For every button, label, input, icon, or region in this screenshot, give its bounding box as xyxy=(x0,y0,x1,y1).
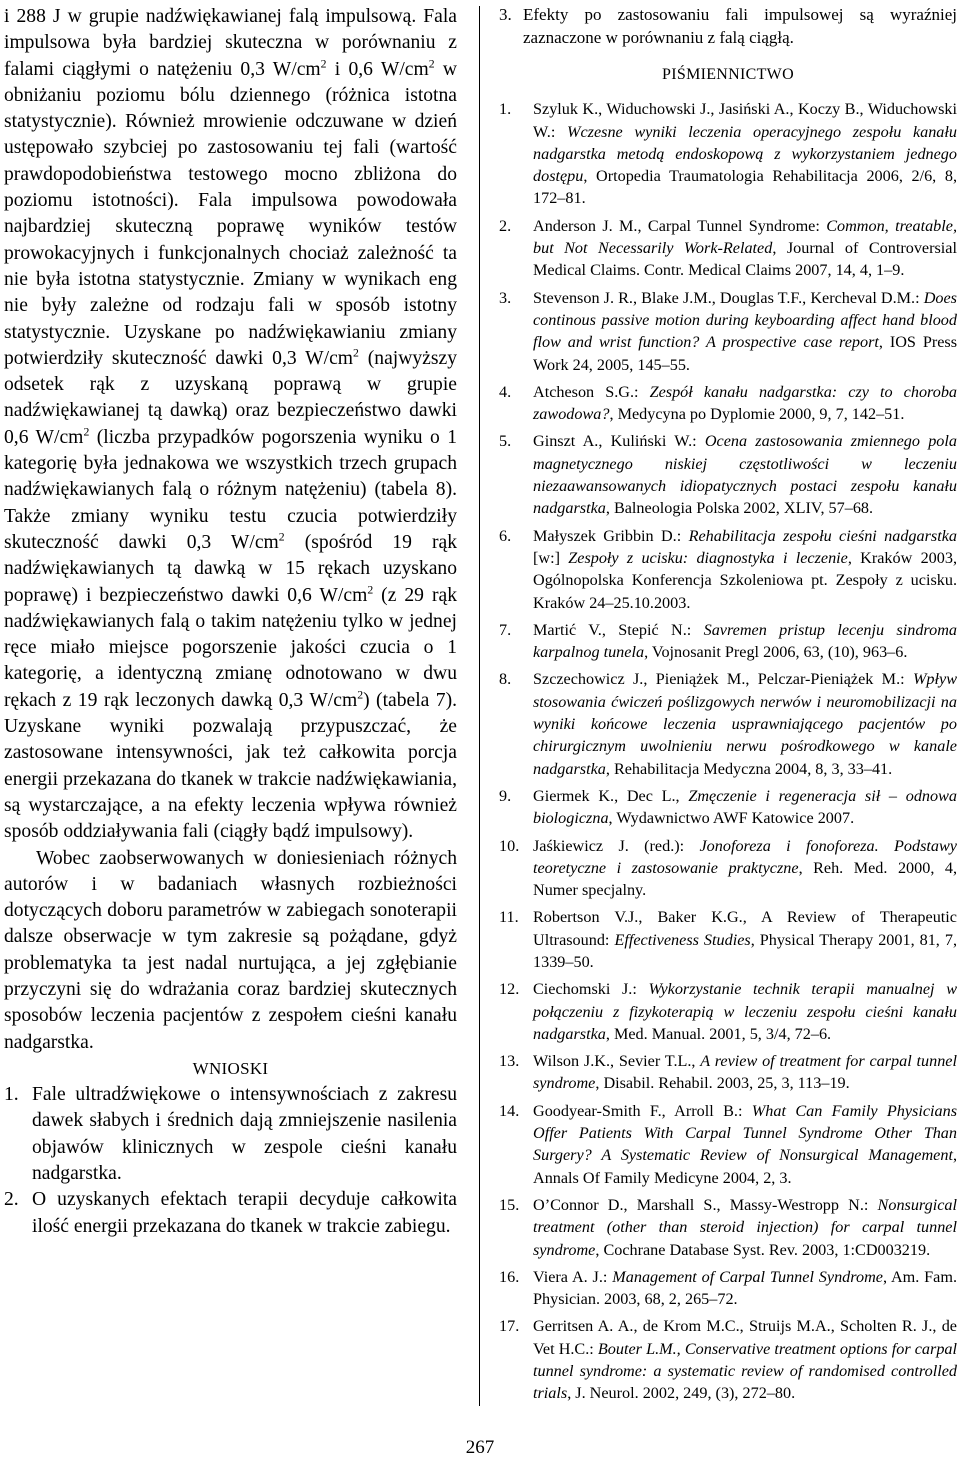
reference-source: , J. Neurol. 2002, 249, (3), 272–80. xyxy=(567,1384,796,1403)
reference-source: , Balneologia Polska 2002, XLIV, 57–68. xyxy=(605,499,874,518)
reference-number: 11. xyxy=(499,908,519,927)
reference-source: , Journal of Controversial Medical Claims. Contr. Medical Claims 2007, 14, 4, 1–9. xyxy=(533,239,957,280)
reference-source2: , Kraków 2003, Ogólnopolska Konferencja Szkoleniowa pt. Zespoły z ucisku. Kraków 24–25.10.2003. xyxy=(533,548,957,612)
reference-title: Does continous passive motion during keyboarding affect hand blood flow and wrist function? A prospective case report xyxy=(533,288,957,352)
conclusion-number: 1. xyxy=(4,1084,19,1106)
reference-source: , Medycyna po Dyplomie 2000, 9, 7, 142–51. xyxy=(609,405,905,424)
conclusion-number: 3. xyxy=(499,5,512,24)
reference-authors: Ginszt A., Kuliński W.: xyxy=(533,432,705,451)
reference-text xyxy=(533,215,957,282)
reference-authors: Wilson J.K., Sevier T.L., xyxy=(533,1052,701,1071)
reference-item xyxy=(499,978,957,1045)
reference-item xyxy=(499,1100,957,1189)
reference-number: 5. xyxy=(499,432,512,451)
reference-item xyxy=(499,1050,957,1095)
reference-item xyxy=(499,785,957,830)
reference-text xyxy=(533,381,957,426)
reference-text xyxy=(533,978,957,1045)
reference-number: 4. xyxy=(499,382,512,401)
reference-number: 9. xyxy=(499,786,512,805)
reference-item xyxy=(499,1315,957,1404)
reference-source: , Disabil. Rehabil. 2003, 25, 3, 113–19. xyxy=(595,1074,850,1093)
reference-source: , Med. Manual. 2001, 5, 3/4, 72–6. xyxy=(605,1024,832,1043)
reference-number: 1. xyxy=(499,100,512,119)
reference-text xyxy=(533,1266,957,1311)
reference-source: , Physical Therapy 2001, 81, 7, 1339–50. xyxy=(533,930,957,971)
reference-source: , Annals Of Family Medicyne 2004, 2, 3. xyxy=(533,1146,957,1187)
reference-item xyxy=(499,619,957,664)
conclusions-heading: WNIOSKI xyxy=(192,1058,269,1078)
reference-authors: Ciechomski J.: xyxy=(533,980,649,999)
reference-item xyxy=(499,906,957,973)
reference-authors: Robertson V.J., Baker K.G., A Review of Therapeutic Ultrasound: xyxy=(533,908,957,949)
reference-number: 16. xyxy=(499,1267,520,1286)
reference-authors: Viera A. J.: xyxy=(533,1267,613,1286)
reference-text xyxy=(533,1100,957,1189)
reference-number: 14. xyxy=(499,1101,520,1120)
reference-text xyxy=(533,906,957,973)
reference-authors: Gerritsen A. A., de Krom M.C., Struijs M.A., Scholten R. J., de Vet H.C.: xyxy=(533,1317,957,1358)
reference-number: 6. xyxy=(499,526,512,545)
reference-source: , Rehabilitacja Medyczna 2004, 8, 3, 33–41. xyxy=(605,759,893,778)
reference-source: , Wydawnictwo AWF Katowice 2007. xyxy=(608,809,855,828)
reference-number: 3. xyxy=(499,288,512,307)
reference-source: , Cochrane Database Syst. Rev. 2003, 1:CD003219. xyxy=(595,1240,931,1259)
reference-title: Nonsurgical treatment (other than steroid injection) for carpal tunnel syndrome xyxy=(533,1195,957,1259)
conclusion-item-2 xyxy=(4,1187,457,1240)
reference-item xyxy=(499,381,957,426)
reference-text xyxy=(533,619,957,664)
reference-source: , Reh. Med. 2000, 4, Numer specjalny. xyxy=(533,858,958,900)
column-divider xyxy=(479,6,480,1406)
reference-authors: O’Connor D., Marshall S., Massy-Westropp N.: xyxy=(533,1195,878,1214)
reference-title: A review of treatment for carpal tunnel syndrome xyxy=(533,1052,957,1093)
conclusion-text: Efekty po zastosowaniu fali impulsowej są wyraźniej zaznaczone w porównaniu z falą ciągłą. xyxy=(523,5,957,47)
reference-number: 10. xyxy=(499,836,520,855)
body-paragraph-1: i 288 J w grupie nadźwiękawianej falą impulsową. Fala impulsowa była bardziej skuteczna w porównaniu z falami ciągłymi o natężeniu 0,3 $W/cm^2$ i 0,6 $W/cm^2$ w obniżaniu poziomu bólu dziennego (różnica istotna statystycznie). Również mrowienie odczuwane w dzień ustępowało szybciej po zastosowaniu tej fali (wartość prawdopodobieństwa testowego mocno zbliżona do poziomu istotności). Fala impulsowa powodowała najbardziej skuteczną poprawę wyników testów prowokacyjnych i funkcjonalnych chociaż zależność ta nie była istotna statystycznie. Zmiany w wynikach eng nie były zależne od rodzaju fali w sposób istotny statystycznie. Uzyskane po nadźwiękawianiu zmiany potwierdziły skuteczność dawki 0,3 $W/cm^2$ (najwyższy odsetek rąk z uzyskaną poprawą w grupie nadźwiękawianej tą dawką) oraz bezpieczeństwo dawki 0,6 $W/cm^2$ (liczba przypadków pogorszenia wyniku o 1 kategorię była jednakowa we wszystkich trzech grupach nadźwiękawianych falą o różnym natężeniu) (tabela 8). Także zmiany wyniku testu czucia potwierdziły skuteczność dawki 0,3 $W/cm^2$ (spośród 19 rąk nadźwiękawianych tą dawką w 15 rękach uzyskano poprawę) i bezpieczeństwo dawki 0,6 $W/cm^2$ (z 29 rąk nadźwiękawianych falą o takim natężeniu tylko w jednej ręce miało miejsce pogorszenie jakości czucia o 1 kategorię, a identyczną zmianę odnotowano w dwu rękach z 19 rąk leczonych dawką 0,3 $W/cm^2$) (tabela 7). Uzyskane wyniki pozwalają przypuszczać, że zastosowane intensywności, jak też całkowita porcja energii przekazana do tkanek w trakcie nadźwiękawiania, są wystarczające, a na efekty leczenia wpływa również sposób oddziaływania fali (ciągły bądź impulsowy). xyxy=(4,6,458,843)
reference-number: 7. xyxy=(499,620,512,639)
reference-title: Jonoforeza i fonoforeza. Podstawy teoretyczne i zastosowanie praktyczne xyxy=(533,836,957,877)
reference-text xyxy=(533,525,957,614)
reference-authors: Małyszek Gribbin D.: xyxy=(533,526,689,545)
reference-authors: Anderson J. M., Carpal Tunnel Syndrome: xyxy=(533,216,827,235)
reference-source: , IOS Press Work 24, 2005, 145–55. xyxy=(533,333,957,374)
reference-authors: Goodyear-Smith F., Arroll B.: xyxy=(533,1101,752,1120)
reference-source: , Am. Fam. Physician. 2003, 68, 2, 265–72. xyxy=(533,1267,957,1309)
reference-title: What Can Family Physicians Offer Patients With Carpal Tunnel Syndrome Other Than Surgery? A Systematic Review of Nonsurgical Management xyxy=(533,1101,957,1165)
reference-title: Effectiveness Studies xyxy=(614,930,751,949)
conclusions-list xyxy=(4,1082,457,1240)
reference-title: Ocena zastosowania zmiennego pola magnetycznego niskiej częstotliwości w leczeniu niezaawansowanych idiopatycznych postaci zespołu kanału nadgarstka xyxy=(533,432,957,518)
reference-number: 17. xyxy=(499,1317,520,1336)
reference-title: Management of Carpal Tunnel Syndrome xyxy=(612,1267,883,1286)
reference-number: 15. xyxy=(499,1195,520,1214)
reference-item xyxy=(499,287,957,376)
reference-title: Wykorzystanie technik terapii manualnej w połączeniu z fizykoterapią w leczeniu zespołu cieśni kanału nadgarstka xyxy=(533,980,957,1043)
reference-authors: Szyluk K., Widuchowski J., Jasiński A., Koczy B., Widuchowski W.: xyxy=(533,100,957,141)
reference-text xyxy=(533,430,957,519)
reference-text xyxy=(533,785,957,830)
references-list xyxy=(499,98,957,1404)
page-number: 267 xyxy=(465,1437,495,1458)
reference-authors: Atcheson S.G.: xyxy=(533,382,650,401)
conclusion-number: 2. xyxy=(4,1189,19,1211)
reference-text xyxy=(533,98,957,209)
reference-authors: Stevenson J. R., Blake J.M., Douglas T.F., Kercheval D.M.: xyxy=(533,288,924,307)
reference-number: 13. xyxy=(499,1052,520,1071)
reference-title: Zmęczenie i regeneracja sił – odnowa biologiczna xyxy=(533,786,957,828)
reference-source: [w:] xyxy=(533,548,569,567)
reference-source: , Ortopedia Traumatologia Rehabilitacja 2006, 2/6, 8, 172–81. xyxy=(533,167,957,208)
conclusion-item-3 xyxy=(499,4,957,49)
left-column xyxy=(4,4,457,1240)
reference-title: Rehabilitacja zespołu cieśni nadgarstka xyxy=(688,526,957,545)
reference-authors: Giermek K., Dec L., xyxy=(533,786,689,805)
reference-text xyxy=(533,1315,957,1404)
reference-text xyxy=(533,668,957,779)
reference-text xyxy=(533,1050,957,1095)
reference-item xyxy=(499,98,957,209)
reference-text xyxy=(533,287,957,376)
reference-item xyxy=(499,1266,957,1311)
reference-authors: Jaśkiewicz J. (red.): xyxy=(533,836,700,855)
reference-item xyxy=(499,430,957,519)
reference-number: 8. xyxy=(499,670,512,689)
reference-title2: Zespoły z ucisku: diagnostyka i leczenie xyxy=(568,548,848,567)
reference-title: Wpływ stosowania ćwiczeń poślizgowych nerwów i neuromobilizacji na wyniki końcowe leczenia usprawniającego pacjentów po chirurgicznym uwolnieniu nerwu pośrodkowego w kanale nadgarstka xyxy=(533,670,957,778)
conclusion-item-1 xyxy=(4,1082,457,1187)
reference-item xyxy=(499,215,957,282)
reference-title: Common, treatable, but Not Necessarily Work-Related xyxy=(533,216,957,258)
reference-item xyxy=(499,835,957,902)
reference-text xyxy=(533,1194,957,1261)
reference-number: 12. xyxy=(499,980,520,999)
reference-item xyxy=(499,668,957,779)
reference-title: Bouter L.M., Conservative treatment options for carpal tunnel syndrome: a systematic review of randomised controlled trials xyxy=(533,1339,958,1403)
reference-number: 2. xyxy=(499,216,512,235)
conclusion-text: Fale ultradźwiękowe o intensywnościach z zakresu dawek słabych i średnich dają zmniejszenie nasilenia objawów klinicznych w zespole cieśni kanału nadgarstka. xyxy=(32,1084,457,1185)
reference-item xyxy=(499,1194,957,1261)
reference-title: Zespół kanału nadgarstka: czy to choroba zawodowa? xyxy=(533,382,958,424)
reference-source: , Vojnosanit Pregl 2006, 63, (10), 963–6. xyxy=(644,643,908,662)
body-paragraph-2: Wobec zaobserwowanych w doniesieniach różnych autorów i w badaniach własnych rozbieżności dotyczących doboru parametrów w zabiegach sonoterapii dalsze obserwacje w tym zakresie są pożądane, gdyż problematyka ta jest nadal nurtująca, a jej zgłębianie przyczyni się do wdrażania coraz bardziej skutecznych sposobów leczenia pacjentów z zespołem cieśni kanału nadgarstka. xyxy=(4,847,457,1053)
references-heading: PIŚMIENNICTWO xyxy=(662,66,794,83)
reference-authors: Szczechowicz J., Pieniążek M., Pelczar-Pieniążek M.: xyxy=(533,670,913,689)
right-column xyxy=(499,4,957,1410)
reference-title: Savremen pristup lecenju sindroma karpalnog tunela xyxy=(533,620,957,662)
reference-item xyxy=(499,525,957,614)
reference-text xyxy=(533,835,957,902)
reference-title: Wczesne wyniki leczenia operacyjnego zespołu kanału nadgarstka metodą endoskopową z wykorzystaniem jednego dostępu xyxy=(533,122,957,186)
conclusion-text: O uzyskanych efektach terapii decyduje całkowita ilość energii przekazana do tkanek w trakcie zabiegu. xyxy=(32,1189,457,1237)
reference-authors: Martić V., Stepić N.: xyxy=(533,620,704,639)
